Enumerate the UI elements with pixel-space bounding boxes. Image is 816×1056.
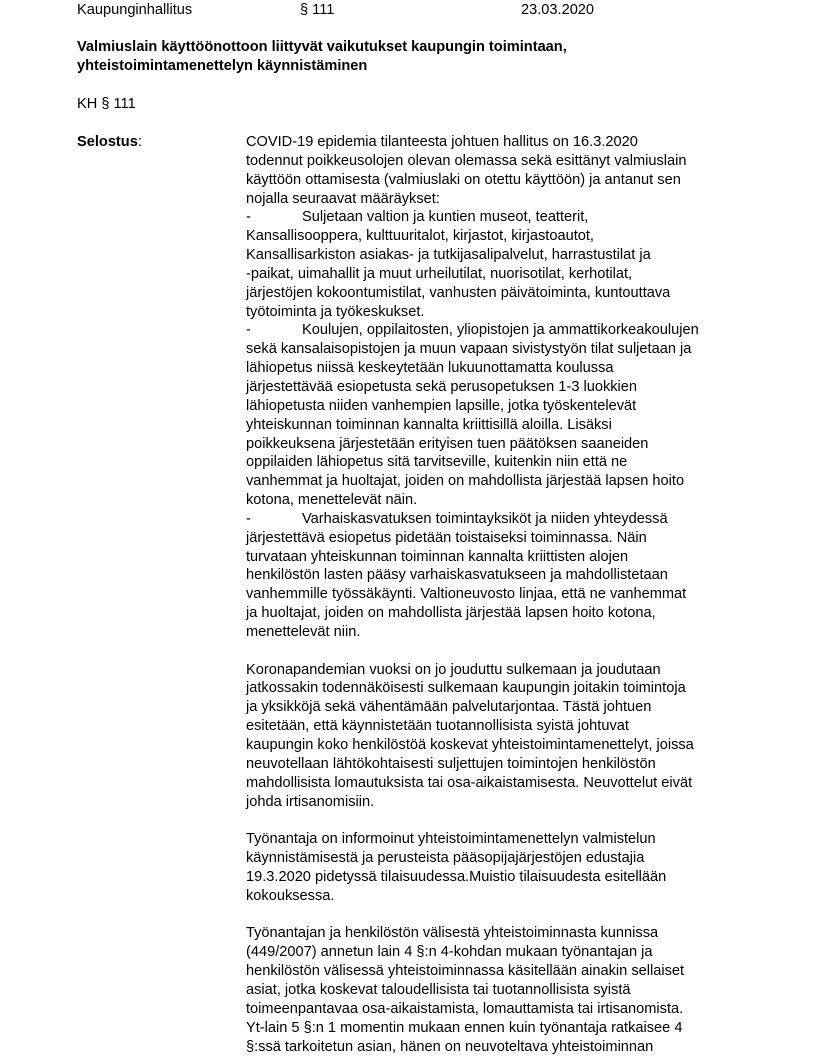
text-line: henkilöstön välisessä yhteistoiminnassa käsitellään ainakin sellaiset xyxy=(246,963,685,980)
title-line: yhteistoimintamenettelyn käynnistäminen xyxy=(77,58,368,74)
text-line: neuvotellaan lähtökohtaisesti suljettujen toimintojen henkilöstön xyxy=(246,755,656,772)
selostus-content xyxy=(246,133,751,1056)
text-line: -paikat, uimahallit ja muut urheilutilat, nuorisotilat, kerhotilat, xyxy=(246,265,633,282)
text-line: Kansallisooppera, kulttuuritalot, kirjastot, kirjastoautot, xyxy=(246,228,594,245)
paragraph-gap xyxy=(246,811,751,830)
text-line: nojalla seuraavat määräykset: xyxy=(246,190,440,207)
text-line: kotona, menettelevät näin. xyxy=(246,492,418,509)
header-date: 23.03.2020 xyxy=(521,2,595,18)
bullet-dash: - xyxy=(246,209,251,226)
text-line: käynnistämisestä ja perusteista pääsopijajärjestöjen edustajia xyxy=(246,850,645,867)
text-line: mahdollisista lomautuksista tai osa-aikaistamisesta. Neuvottelut eivät xyxy=(246,774,693,791)
title-line: Valmiuslain käyttöönottoon liittyvät vaikutukset kaupungin toimintaan, xyxy=(77,39,567,55)
paragraph-gap xyxy=(246,906,751,925)
text-line: §:ssä tarkoitetun asian, hänen on neuvoteltava yhteistoiminnan xyxy=(246,1038,654,1055)
text-line: menettelevät niin. xyxy=(246,623,361,640)
text-line: Työnantaja on informoinut yhteistoimintamenettelyn valmistelun xyxy=(246,831,656,848)
document-title xyxy=(77,38,757,76)
bullet-item-early-education xyxy=(246,510,751,642)
text-line: käyttöön ottamisesta (valmiuslaki on otettu käyttöön) ja antanut sen xyxy=(246,171,681,188)
paragraph-employer-info xyxy=(246,830,751,905)
text-line: kokouksessa. xyxy=(246,887,335,904)
text-line: henkilöstön lasten pääsy varhaiskasvatukseen ja mahdollistetaan xyxy=(246,567,668,584)
text-line xyxy=(246,510,751,529)
text-line: oppilaiden lähiopetus sitä tarvitseville, kuitenkin niin että ne xyxy=(246,454,628,471)
bullet-text: Varhaiskasvatuksen toimintayksiköt ja niiden yhteydessä xyxy=(302,510,668,527)
bullet-dash: - xyxy=(246,510,251,527)
text-line: lähiopetus niissä keskeytetään lukuunottamatta koulussa xyxy=(246,360,614,377)
text-line: yhteiskunnan toiminnan kannalta kriittisillä aloilla. Lisäksi xyxy=(246,416,612,433)
bullet-text: Koulujen, oppilaitosten, yliopistojen ja ammattikorkeakoulujen xyxy=(302,322,699,339)
text-line: todennut poikkeusolojen olevan olemassa sekä esittänyt valmiuslain xyxy=(246,152,687,169)
bullet-item-schools xyxy=(246,321,751,509)
header-section-number: § 111 xyxy=(300,2,335,18)
text-line: vanhemmat ja huoltajat, joiden on mahdollista järjestää lapsen hoito xyxy=(246,473,685,490)
text-line: kaupungin koko henkilöstöä koskevat yhteistoimintamenettelyt, joissa xyxy=(246,737,694,753)
selostus-label-colon: : xyxy=(137,134,142,150)
text-line: järjestettävä esiopetus pidetään toistaiseksi toiminnassa. Näin xyxy=(246,529,647,546)
text-line: Yt-lain 5 §:n 1 momentin mukaan ennen kuin työnantaja ratkaisee 4 xyxy=(246,1019,683,1036)
text-line: Kansallisarkiston asiakas- ja tutkijasalipalvelut, harrastustilat ja xyxy=(246,247,651,264)
text-line: järjestöjen kokoontumistilat, vanhusten päivätoiminta, kuntouttava xyxy=(246,284,671,301)
document-header xyxy=(0,0,816,22)
text-line: toimeenpantavaa osa-aikaistamista, lomauttamista tai irtisanomista. xyxy=(246,1000,684,1017)
header-body-name: Kaupunginhallitus xyxy=(77,2,193,18)
text-line: poikkeuksena järjestetään erityisen tuen päätöksen saaneiden xyxy=(246,435,649,452)
selostus-label xyxy=(77,133,142,152)
text-line: turvataan yhteiskunnan toiminnan kannalta kriittisten alojen xyxy=(246,548,629,565)
text-line: järjestettävää esiopetusta sekä perusopetuksen 1-3 luokkien xyxy=(246,378,638,395)
paragraph-gap xyxy=(246,642,751,661)
bullet-item-museums xyxy=(246,208,751,321)
text-line: ja yksikköjä sekä vähentämään palvelutarjontaa. Tästä johtuen xyxy=(246,699,652,716)
text-line xyxy=(246,321,751,340)
text-line: COVID-19 epidemia tilanteesta johtuen hallitus on 16.3.2020 xyxy=(246,134,638,150)
text-line: jatkossakin todennäköisesti sulkemaan kaupungin joitakin toimintoja xyxy=(246,680,686,697)
text-line: lähiopetusta niiden vanhempien lapsille, jotka työskentelevät xyxy=(246,397,637,414)
text-line: asiat, jotka koskevat taloudellisista tai tuotannollisista syistä xyxy=(246,981,631,998)
bullet-dash: - xyxy=(246,322,251,339)
text-line: johda irtisanomisiin. xyxy=(246,793,375,810)
bullet-text: Suljetaan valtion ja kuntien museot, teatterit, xyxy=(302,209,589,226)
text-line: sekä kansalaisopistojen ja muun vapaan sivistystyön tilat suljetaan ja xyxy=(246,341,692,358)
section-reference: KH § 111 xyxy=(77,96,136,112)
text-line: Työnantajan ja henkilöstön välisestä yhteistoiminnasta kunnissa xyxy=(246,925,659,942)
text-line: työtoiminta ja työkeskukset. xyxy=(246,303,425,320)
text-line: (449/2007) annetun lain 4 §:n 4-kohdan mukaan työnantajan ja xyxy=(246,944,653,961)
paragraph-law-reference xyxy=(246,924,751,1056)
text-line: 19.3.2020 pidetyssä tilaisuudessa.Muistio tilaisuudesta esitellään xyxy=(246,868,667,885)
selostus-label-text: Selostus xyxy=(77,134,138,150)
text-line: Koronapandemian vuoksi on jo jouduttu sulkemaan ja joudutaan xyxy=(246,661,661,678)
text-line: esitetään, että käynnistetään tuotannollisista syistä johtuvat xyxy=(246,718,629,735)
paragraph-intro xyxy=(246,133,751,208)
paragraph-closures xyxy=(246,661,751,812)
text-line: vanhemmille työssäkäynti. Valtioneuvosto linjaa, että ne vanhemmat xyxy=(246,586,687,603)
text-line: ja huoltajat, joiden on mahdollista järjestää lapsen hoito kotona, xyxy=(246,605,656,622)
text-line xyxy=(246,208,751,227)
